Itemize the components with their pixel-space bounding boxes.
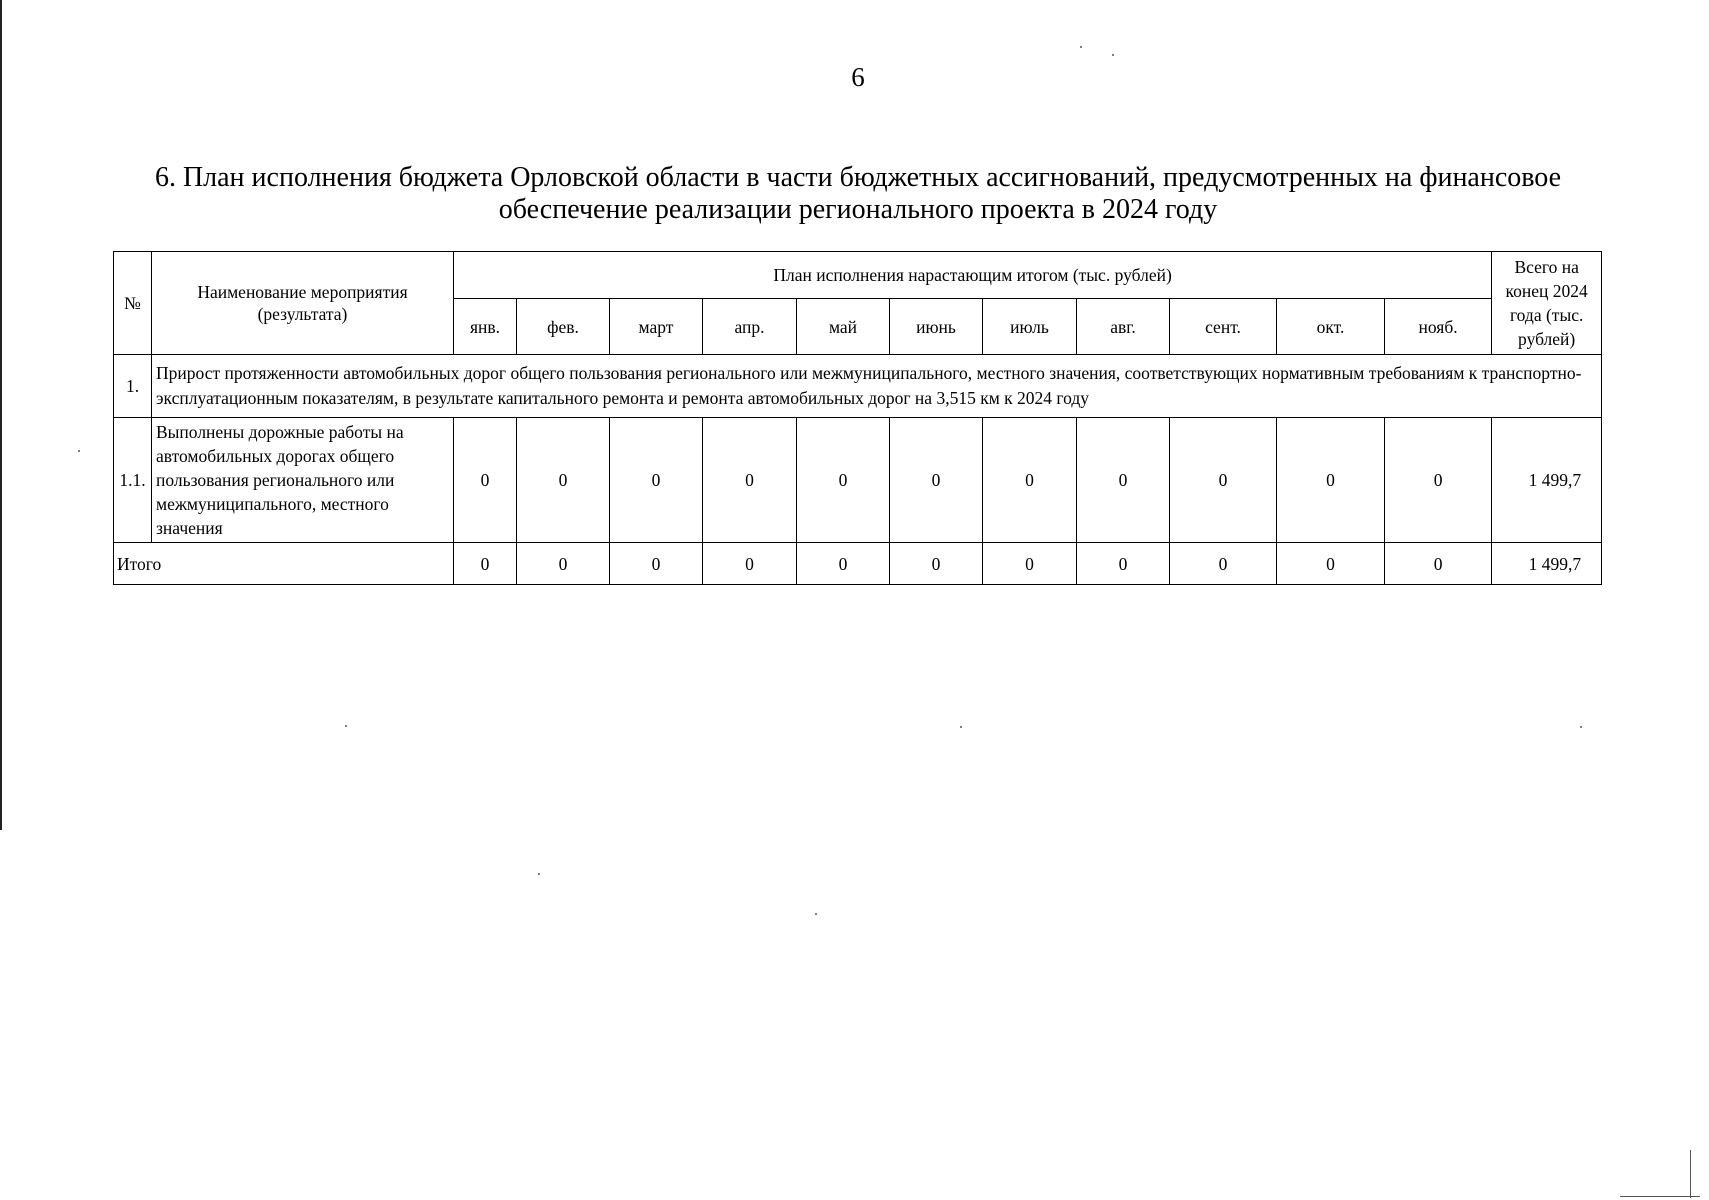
- title-line-2: обеспечение реализации регионального проекта в 2024 году: [498, 194, 1218, 225]
- item-value: 0: [517, 418, 610, 543]
- total-value: 0: [610, 543, 703, 585]
- scan-speck: [345, 725, 347, 727]
- item-value: 0: [610, 418, 703, 543]
- total-value: 0: [890, 543, 983, 585]
- item-num: 1.1.: [114, 418, 152, 543]
- scan-corner-mark: [1690, 1150, 1691, 1198]
- grand-total: 1 499,7: [1492, 543, 1602, 585]
- total-value: 0: [1385, 543, 1492, 585]
- scan-speck: [1580, 726, 1582, 728]
- item-value: 0: [1385, 418, 1492, 543]
- page-number: 6: [851, 62, 865, 92]
- header-month: сент.: [1170, 299, 1277, 355]
- header-name: Наименование мероприятия (результата): [152, 252, 454, 355]
- total-value: 0: [1077, 543, 1170, 585]
- header-month: янв.: [454, 299, 517, 355]
- item-value: 0: [454, 418, 517, 543]
- total-value: 0: [797, 543, 890, 585]
- item-value: 0: [797, 418, 890, 543]
- item-value: 0: [703, 418, 797, 543]
- total-value: 0: [703, 543, 797, 585]
- header-total: Всего на конец 2024 года (тыс. рублей): [1492, 252, 1602, 355]
- section-row: [114, 355, 1602, 418]
- item-value: 0: [983, 418, 1077, 543]
- table-row: [114, 418, 1602, 543]
- scan-speck: [78, 450, 80, 452]
- scan-speck: [1112, 54, 1114, 56]
- section-num: 1.: [114, 355, 152, 418]
- total-value: 0: [983, 543, 1077, 585]
- item-value: 0: [1077, 418, 1170, 543]
- item-value: 0: [1277, 418, 1385, 543]
- scan-speck: [815, 913, 817, 915]
- scan-speck: [1080, 46, 1082, 48]
- scan-corner-mark: [1620, 1196, 1700, 1197]
- total-value: 0: [1170, 543, 1277, 585]
- item-value: 0: [890, 418, 983, 543]
- header-month: окт.: [1277, 299, 1385, 355]
- header-month: март: [610, 299, 703, 355]
- header-plan: План исполнения нарастающим итогом (тыс. рублей): [454, 252, 1492, 299]
- table-header-row: [114, 252, 1602, 299]
- header-month: май: [797, 299, 890, 355]
- header-month: авг.: [1077, 299, 1170, 355]
- section-text: Прирост протяженности автомобильных дорог общего пользования регионального или межмуниципального, местного значения, соответствующих нормативным требованиям к транспортно-эксплуатационным показателям, в результате капитального ремонта и ремонта автомобильных дорог на 3,515 км к 2024 году: [152, 355, 1602, 418]
- title-line-1: 6. План исполнения бюджета Орловской области в части бюджетных ассигнований, предусмотренных на финансовое: [154, 162, 1562, 193]
- page-title: [113, 162, 1603, 226]
- total-value: 0: [454, 543, 517, 585]
- scan-left-edge: [0, 0, 2, 830]
- item-value: 0: [1170, 418, 1277, 543]
- header-num: №: [114, 252, 152, 355]
- total-value: 0: [1277, 543, 1385, 585]
- item-name: Выполнены дорожные работы на автомобильных дорогах общего пользования регионального или межмуниципального, местного значения: [152, 418, 454, 543]
- header-month: нояб.: [1385, 299, 1492, 355]
- budget-plan-table: [113, 251, 1602, 585]
- scan-speck: [538, 873, 540, 875]
- header-month: июль: [983, 299, 1077, 355]
- item-total: 1 499,7: [1492, 418, 1602, 543]
- total-row: [114, 543, 1602, 585]
- total-label: Итого: [114, 543, 454, 585]
- header-month: июнь: [890, 299, 983, 355]
- scan-speck: [960, 726, 962, 728]
- total-value: 0: [517, 543, 610, 585]
- header-month: фев.: [517, 299, 610, 355]
- header-month: апр.: [703, 299, 797, 355]
